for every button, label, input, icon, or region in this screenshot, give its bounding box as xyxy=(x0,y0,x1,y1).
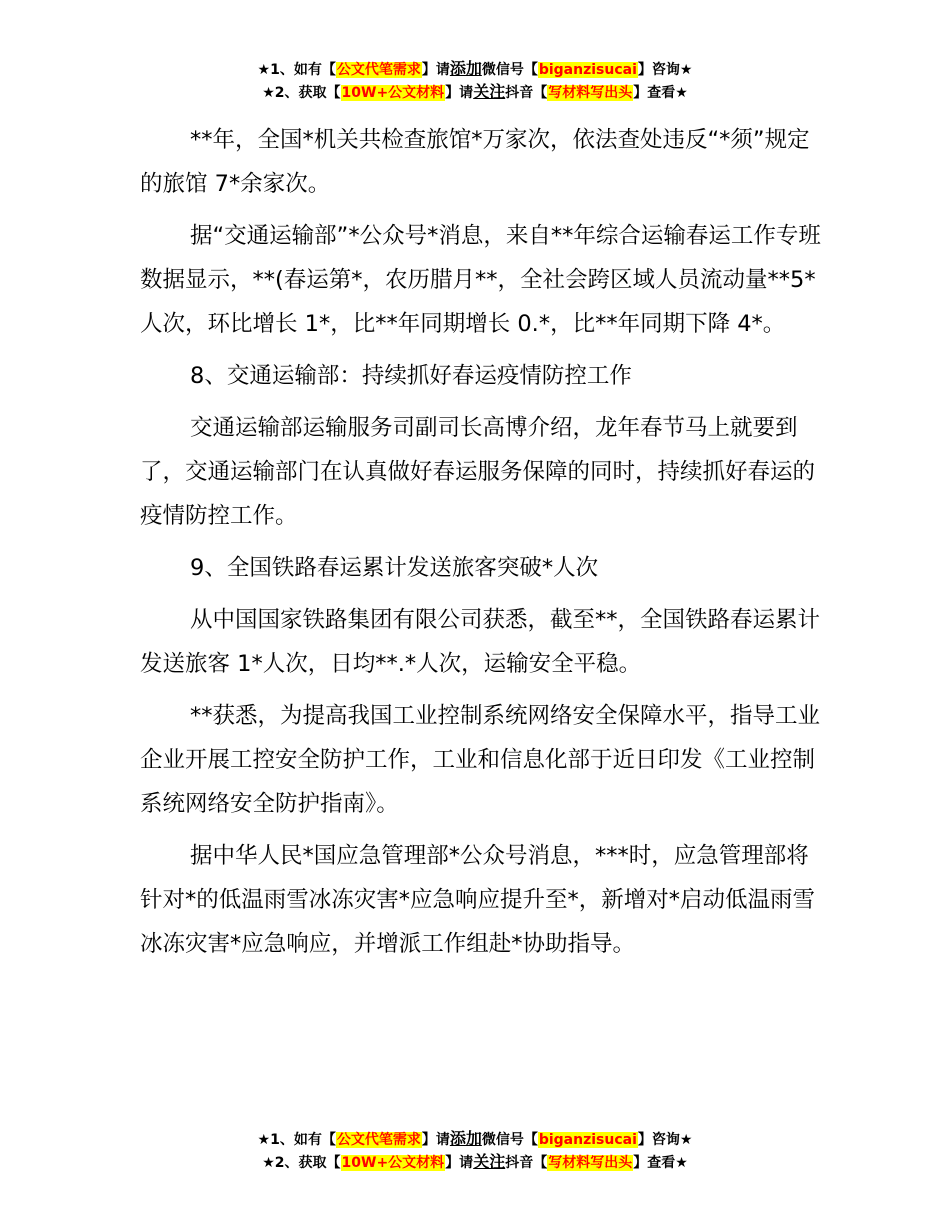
highlight-wechat-id: biganzisucai xyxy=(538,62,637,78)
banner-line-1: ★1、如有【公文代笔需求】请添加微信号【biganzisucai】咨询★ xyxy=(257,59,693,78)
highlight-douyin-account: 写材料写出头 xyxy=(548,85,633,101)
document-body xyxy=(140,118,826,974)
highlight-wechat-id: biganzisucai xyxy=(538,1132,637,1148)
paragraph: 从中国国家铁路集团有限公司获悉，截至**，全国铁路春运累计发送旅客 1*人次，日均**.*人次，运输安全平稳。 xyxy=(140,607,821,677)
banner-line-2: ★2、获取【10W+公文材料】请关注抖音【写材料写出头】查看★ xyxy=(262,82,688,101)
highlight-materials: 10W+公文材料 xyxy=(341,1155,445,1171)
section-heading: 8、交通运输部：持续抓好春运疫情防控工作 xyxy=(190,363,632,389)
highlight-materials: 10W+公文材料 xyxy=(341,85,445,101)
highlight-writing-service: 公文代笔需求 xyxy=(336,1132,421,1148)
header-banner xyxy=(0,58,950,104)
paragraph: 据“交通运输部”*公众号*消息，来自**年综合运输春运工作专班数据显示，**(春运第*，农历腊月**，全社会跨区域人员流动量**5*人次，环比增长 1*，比**年同期增长 0.*，比**年同期下降 4*。 xyxy=(140,223,821,337)
banner-line-2: ★2、获取【10W+公文材料】请关注抖音【写材料写出头】查看★ xyxy=(262,1152,688,1171)
banner-line-1: ★1、如有【公文代笔需求】请添加微信号【biganzisucai】咨询★ xyxy=(257,1129,693,1148)
paragraph: 据中华人民*国应急管理部*公众号消息，***时，应急管理部将针对*的低温雨雪冰冻灾害*应急响应提升至*，新增对*启动低温雨雪冰冻灾害*应急响应，并增派工作组赴*协助指导。 xyxy=(140,843,816,957)
paragraph: **年，全国*机关共检查旅馆*万家次，依法查处违反“*须”规定的旅馆 7*余家次。 xyxy=(140,127,810,197)
section-heading: 9、全国铁路春运累计发送旅客突破*人次 xyxy=(190,555,599,581)
paragraph: **获悉，为提高我国工业控制系统网络安全保障水平，指导工业企业开展工控安全防护工作，工业和信息化部于近日印发《工业控制系统网络安全防护指南》。 xyxy=(140,703,821,817)
footer-banner xyxy=(0,1128,950,1174)
paragraph: 交通运输部运输服务司副司长高博介绍，龙年春节马上就要到了，交通运输部门在认真做好春运服务保障的同时，持续抓好春运的疫情防控工作。 xyxy=(140,415,816,529)
highlight-writing-service: 公文代笔需求 xyxy=(336,62,421,78)
highlight-douyin-account: 写材料写出头 xyxy=(548,1155,633,1171)
